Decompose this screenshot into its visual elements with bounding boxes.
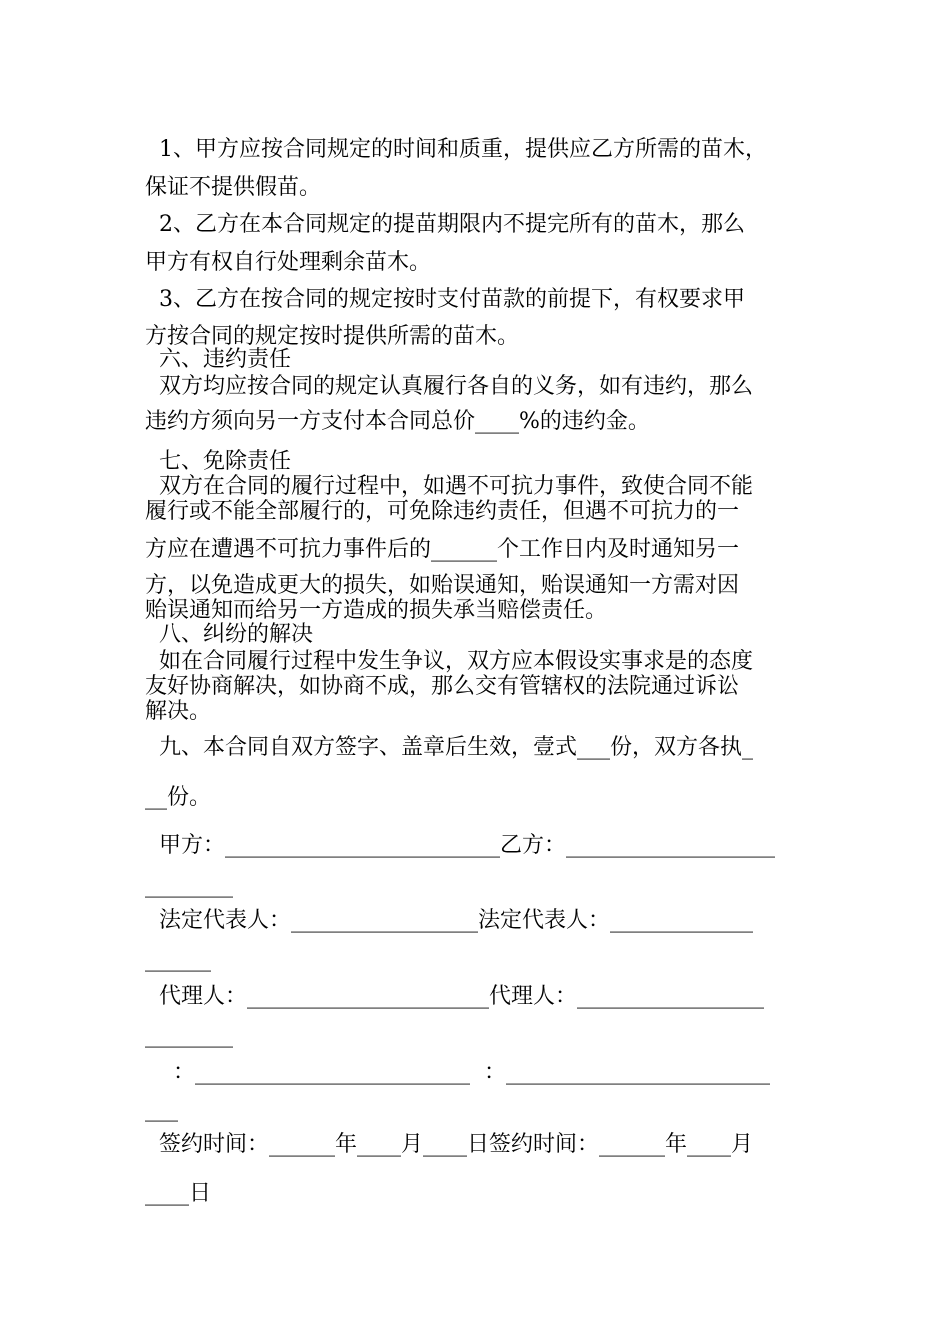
clause-1-line-1: 1、甲方应按合同规定的时间和质重，提供应乙方所需的苗木， [145, 137, 767, 162]
blank-field-line: ：_________________________ ：________________________ [145, 1060, 770, 1085]
clause-2-line-1: 2、乙方在本合同规定的提苗期限内不提完所有的苗木，那么 [145, 212, 745, 237]
section-6-line-2: 违约方须向另一方支付本合同总价____%的违约金。 [145, 409, 650, 434]
section-8-line-1: 如在合同履行过程中发生争议，双方应本假设实事求是的态度 [145, 649, 753, 674]
section-8-line-2: 友好协商解决，如协商不成，那么交有管辖权的法院通过诉讼 [145, 674, 740, 699]
clause-3-line-1: 3、乙方在按合同的规定按时支付苗款的前提下，有权要求甲 [145, 287, 745, 312]
section-6-line-1: 双方均应按合同的规定认真履行各自的义务，如有违约，那么 [145, 374, 753, 399]
section-7-heading: 七、免除责任 [145, 449, 291, 474]
section-6-heading: 六、违约责任 [145, 347, 291, 372]
section-9-line-2: __份。 [145, 785, 212, 810]
blank-field-line-cont: ___ [145, 1097, 178, 1122]
section-8-line-3: 解决。 [145, 699, 212, 724]
clause-2-line-2: 甲方有权自行处理剩余苗木。 [145, 250, 432, 275]
agent-line-cont: ________ [145, 1023, 233, 1048]
section-7-line-1: 双方在合同的履行过程中，如遇不可抗力事件，致使合同不能 [145, 474, 753, 499]
party-a-b-line-cont: ________ [145, 873, 233, 898]
agent-line: 代理人：______________________代理人：_________________ [145, 984, 764, 1009]
section-7-line-4: 方，以免造成更大的损失，如贻误通知，贻误通知一方需对因 [145, 573, 740, 598]
section-8-heading: 八、纠纷的解决 [145, 622, 313, 647]
section-7-line-2: 履行或不能全部履行的，可免除违约责任，但遇不可抗力的一 [145, 499, 740, 524]
clause-1-line-2: 保证不提供假苗。 [145, 175, 322, 200]
clause-3-line-2: 方按合同的规定按时提供所需的苗木。 [145, 324, 520, 349]
signing-date-line-cont: ____日 [145, 1181, 212, 1206]
section-9-line-1: 九、本合同自双方签字、盖章后生效，壹式___份，双方各执_ [145, 735, 753, 760]
signing-date-line: 签约时间：______年____月____日签约时间：______年____月 [145, 1132, 753, 1157]
section-7-line-3: 方应在遭遇不可抗力事件后的______个工作日内及时通知另一 [145, 537, 740, 562]
section-7-line-5: 贻误通知而给另一方造成的损失承当赔偿责任。 [145, 598, 608, 623]
legal-rep-line: 法定代表人：_________________法定代表人：_____________ [145, 908, 753, 933]
legal-rep-line-cont: ______ [145, 947, 211, 972]
party-a-b-line: 甲方：_________________________乙方：___________________ [145, 833, 775, 858]
